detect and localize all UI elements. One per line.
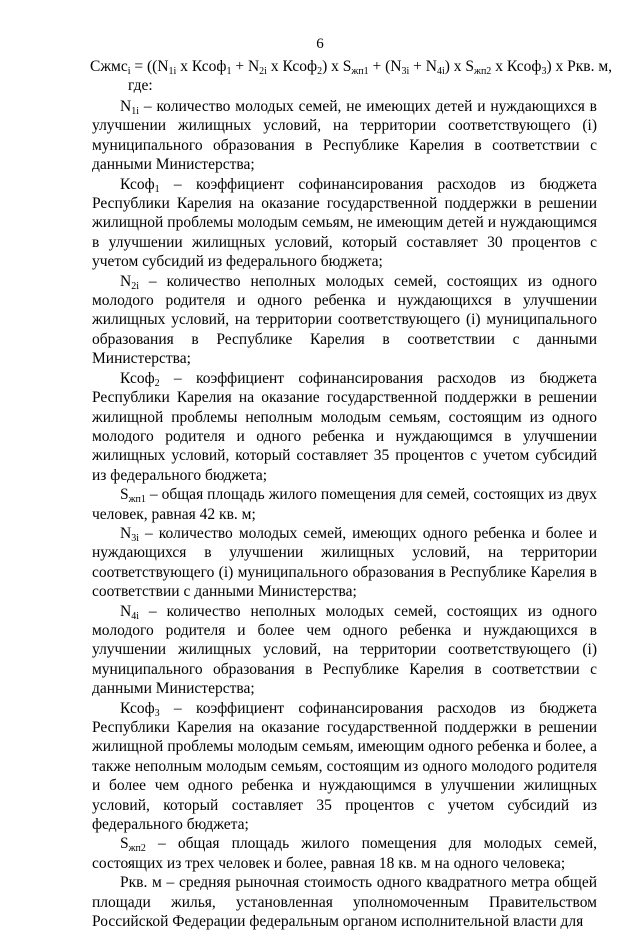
definition-text: – количество неполных молодых семей, состоящих из одного молодого родителя и более чем одного ребенка и нуждающихся в улучшении жилищных условий, на территории соответствующего (i) муниципального образования в Республике Карелия в соответствии с данными Министерства; bbox=[92, 602, 597, 698]
definition-symbol: Ксоф bbox=[120, 699, 155, 717]
formula-part: + N bbox=[231, 58, 260, 75]
formula-subscript: 1 bbox=[226, 66, 232, 77]
where-label: где: bbox=[128, 77, 153, 94]
definition-subscript: 1 bbox=[154, 183, 160, 195]
definition-subscript: жп1 bbox=[128, 494, 146, 506]
formula-part: х Ксоф bbox=[176, 58, 227, 75]
formula-part: х Ксоф bbox=[266, 58, 318, 75]
formula-subscript: 3 bbox=[541, 66, 547, 77]
formula-subscript: i bbox=[127, 66, 131, 77]
definition-subscript: 3 bbox=[154, 707, 160, 719]
definition-text: – количество молодых семей, не имеющих детей и нуждающихся в улучшении жилищных условий, на территории соответствующего (i) муниципального образования в Республике Карелия в соответствии с данными Министерства; bbox=[92, 98, 597, 174]
definition-subscript: 2i bbox=[131, 280, 139, 292]
definition-symbol: N bbox=[120, 524, 132, 542]
formula-part: ) х S bbox=[322, 58, 352, 75]
definition-paragraph bbox=[92, 524, 597, 602]
definition-text: – коэффициент софинансирования расходов из бюджета Республики Карелия на оказание государственной поддержки в решении жилищной проблемы неполным молодым семьям, состоящим из одного молодого родителя и одного ребенка и нуждающимся в улучшении жилищных условий, который составляет 35 процентов с учетом субсидий из федерального бюджета; bbox=[92, 369, 597, 484]
definition-text: – количество неполных молодых семей, состоящих из одного молодого родителя и одного ребенка и нуждающихся в улучшении жилищных условий, на территории соответствующего (i) муниципального образования в Республике Карелия в соответствии с данными Министерства; bbox=[92, 272, 597, 368]
formula-part: ) х Ркв. м, bbox=[546, 58, 613, 75]
formula-part: + N bbox=[409, 58, 437, 75]
formula-subscript: 2i bbox=[259, 66, 267, 77]
definition-paragraph bbox=[92, 873, 597, 931]
definition-subscript: 2 bbox=[154, 377, 160, 389]
definition-paragraph bbox=[92, 272, 597, 369]
definition-paragraph bbox=[92, 485, 597, 524]
formula-subscript: жп2 bbox=[474, 66, 492, 77]
definition-paragraph bbox=[92, 97, 597, 175]
definition-paragraph bbox=[92, 602, 597, 699]
definition-subscript: 4i bbox=[131, 610, 139, 622]
definition-symbol: Ркв. м bbox=[120, 874, 162, 892]
definition-symbol: S bbox=[120, 835, 129, 853]
definition-paragraph bbox=[92, 369, 597, 485]
definition-symbol: N bbox=[120, 98, 132, 115]
definition-paragraph bbox=[92, 699, 597, 835]
definition-text: – коэффициент софинансирования расходов из бюджета Республики Карелия на оказание государственной поддержки в решении жилищной проблемы молодым семьям, имеющим одного ребенка и более, а также неполным молодым семьям, состоящим из одного молодого родителя и более чем одного ребенка и нуждающимся в улучшении жилищных условий, который составляет 35 процентов с учетом субсидий из федерального бюджета; bbox=[92, 699, 597, 834]
definition-text: – общая площадь жилого помещения для семей, состоящих из двух человек, равная 42 кв. м; bbox=[92, 486, 597, 523]
formula-subscript: жп1 bbox=[351, 66, 369, 77]
definition-text: – средняя рыночная стоимость одного квадратного метра общей площади жилья, установленная уполномоченным Правительством Российской Федерации федеральным органом исполнительной власти для bbox=[92, 874, 597, 931]
formula-subscript: 1i bbox=[168, 66, 177, 77]
page-number: 6 bbox=[316, 36, 324, 52]
formula-subscript: 4i bbox=[436, 66, 445, 77]
definition-symbol: N bbox=[120, 272, 132, 290]
formula-part: ) х S bbox=[444, 58, 475, 75]
formula-part: Сжмс bbox=[90, 58, 128, 75]
definition-symbol: Ксоф bbox=[120, 175, 155, 193]
definitions-body bbox=[92, 97, 597, 931]
definition-text: – количество молодых семей, имеющих одного ребенка и более и нуждающихся в улучшении жилищных условий, на территории соответствующего (i) муниципального образования в Республике Карелия в соответствии с данными Министерства; bbox=[92, 524, 597, 601]
definition-subscript: 1i bbox=[131, 106, 139, 117]
definition-paragraph bbox=[92, 834, 597, 873]
definition-paragraph bbox=[92, 175, 597, 272]
formula-line bbox=[90, 57, 613, 77]
formula-subscript: 3i bbox=[401, 66, 410, 77]
definition-symbol: N bbox=[120, 602, 132, 620]
definition-symbol: S bbox=[120, 486, 129, 504]
definition-text: – коэффициент софинансирования расходов из бюджета Республики Карелия на оказание государственной поддержки в решении жилищной проблемы молодым семьям, не имеющим детей и нуждающимся в улучшении жилищных условий, который составляет 30 процентов с учетом субсидий из федерального бюджета; bbox=[92, 175, 597, 271]
definition-subscript: 3i bbox=[131, 532, 139, 544]
formula-part: + (N bbox=[368, 58, 402, 75]
definition-subscript: жп2 bbox=[128, 843, 146, 855]
formula-subscript: 2 bbox=[317, 66, 323, 77]
formula-part: = ((N bbox=[130, 58, 169, 75]
definition-text: – общая площадь жилого помещения для молодых семей, состоящих из трех человек и более, равная 18 кв. м на одного человека; bbox=[92, 835, 597, 872]
definition-symbol: Ксоф bbox=[120, 369, 155, 387]
formula-part: х Ксоф bbox=[491, 58, 542, 75]
